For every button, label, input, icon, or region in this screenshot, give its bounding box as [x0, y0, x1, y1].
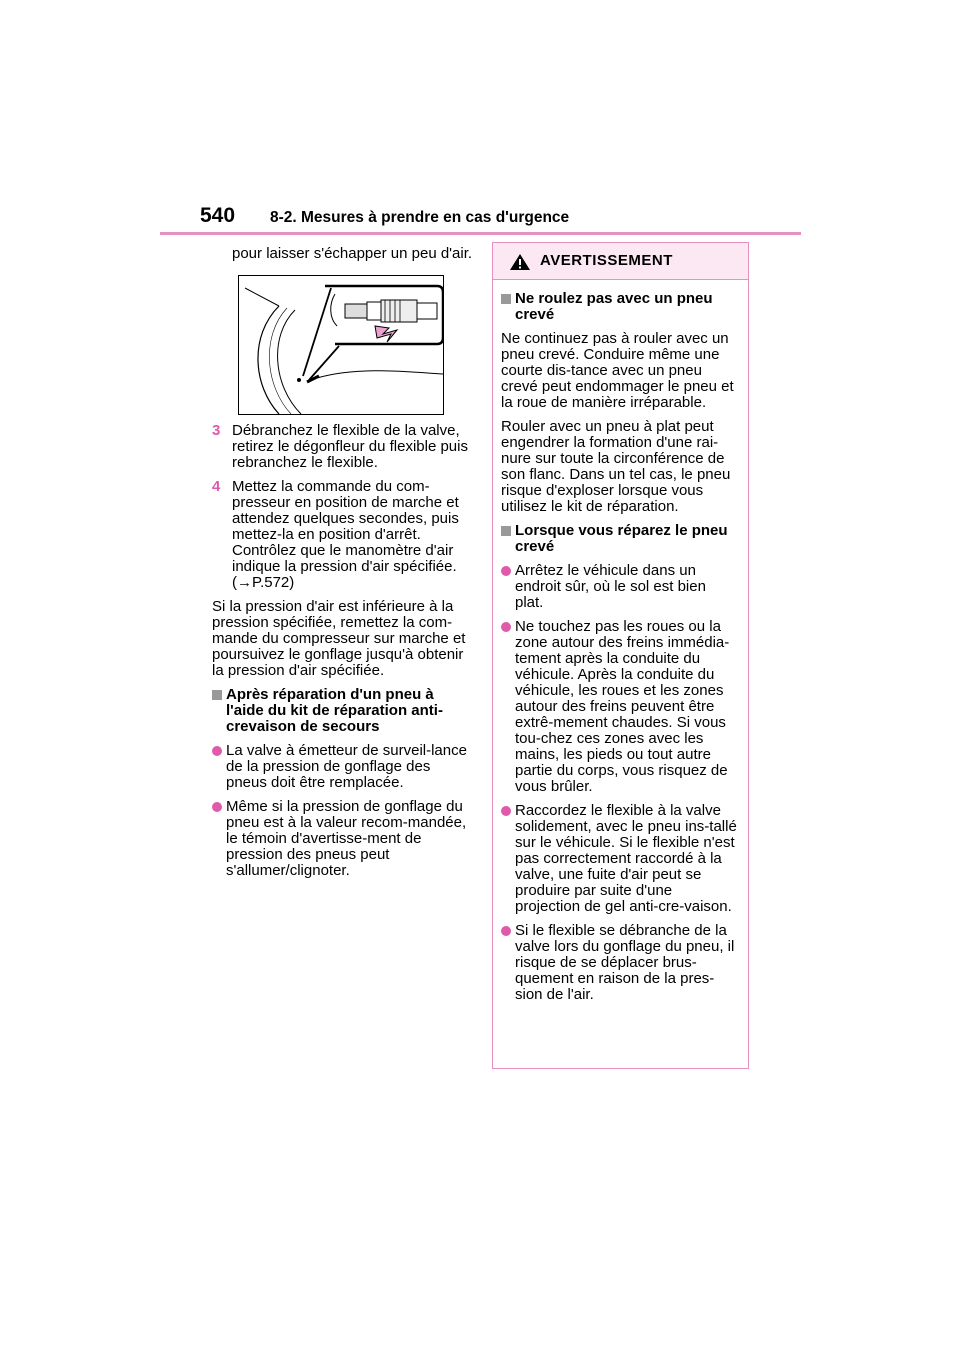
square-bullet-icon [501, 294, 511, 304]
list-item: Arrêtez le véhicule dans un endroit sûr, où le sol est bien plat. [501, 563, 738, 611]
step-4 [212, 479, 474, 591]
warning-triangle-icon [509, 253, 531, 271]
continuation-text: pour laisser s'échapper un peu d'air. [232, 245, 473, 262]
square-bullet-icon [212, 690, 222, 700]
left-column [212, 246, 474, 879]
repair-heading: Lorsque vous réparez le pneu crevé [501, 523, 738, 555]
bullet-dot-icon [212, 802, 222, 812]
flat-tire-heading: Ne roulez pas avec un pneu crevé [501, 291, 738, 323]
after-repair-heading: Après réparation d'un pneu à l'aide du kit de réparation anti-crevaison de secours [212, 687, 474, 735]
bullet-dot-icon [501, 926, 511, 936]
section-title: 8-2. Mesures à prendre en cas d'urgence [270, 209, 570, 226]
bullet-dot-icon [501, 566, 511, 576]
bullet-dot-icon [212, 746, 222, 756]
step-number: 4 [212, 478, 221, 495]
step-text: Mettez la commande du com-presseur en position de marche et attendez quelques secondes, puis mettez-la en position d'arrêt. Contrôlez que le manomètre d'air indique la pression d'air spécifiée. (→P.572) [232, 478, 459, 591]
list-item: Même si la pression de gonflage du pneu est à la valeur recom-mandée, le témoin d'avertisse-ment de pression des pneus peut s'allumer/clignoter. [212, 799, 474, 879]
warning-title: AVERTISSEMENT [540, 252, 673, 269]
tire-valve-drawing [239, 276, 443, 414]
header-divider [160, 232, 801, 235]
warning-box [492, 242, 749, 1069]
pressure-paragraph: Si la pression d'air est inférieure à la pression spécifiée, remettez la com-mande du compresseur sur marche et poursuivez le gonflage jusqu'à obtenir la pression d'air spécifiée. [212, 598, 466, 679]
valve-illustration [238, 275, 444, 415]
step-number: 3 [212, 422, 221, 439]
page-number: 540 [200, 204, 236, 227]
list-item: La valve à émetteur de surveil-lance de la pression de gonflage des pneus doit être remplacée. [212, 743, 474, 791]
step-text: Débranchez le flexible de la valve, retirez le dégonfleur du flexible puis rebranchez le flexible. [232, 422, 468, 471]
list-item: Ne touchez pas les roues ou la zone autour des freins immédia-tement après la conduite du véhicule. Après la conduite du véhicule, les roues et les zones autour des freins peuvent être extrê-mement chaudes. Si vous tou-chez ces zones avec les mains, les pieds ou tout autre partie du corps, vous risquez de vous brûler. [501, 619, 738, 795]
bullet-dot-icon [501, 806, 511, 816]
warning-paragraph: Ne continuez pas à rouler avec un pneu crevé. Conduire même une courte dis-tance avec un pneu crevé peut endommager le pneu et la roue de manière irréparable. [501, 330, 734, 411]
warning-body [493, 280, 748, 1003]
list-item: Raccordez le flexible à la valve solidement, avec le pneu ins-tallé sur le véhicule. Si le flexible n'est pas correctement raccordé à la valve, une fuite d'air peut se produire par suite d'une projection de gel anti-cre-vaison. [501, 803, 738, 915]
step-3 [212, 423, 474, 471]
bullet-dot-icon [501, 622, 511, 632]
list-item: Si le flexible se débranche de la valve lors du gonflage du pneu, il risque de se déplacer brus-quement en raison de la pres-sion de l'air. [501, 923, 738, 1003]
page-header [160, 204, 801, 236]
warning-header [493, 243, 748, 280]
square-bullet-icon [501, 526, 511, 536]
warning-paragraph: Rouler avec un pneu à plat peut engendrer la formation d'une rai-nure sur toute la circonférence de son flanc. Dans un tel cas, le pneu risque d'exploser lorsque vous utilisez le kit de réparation. [501, 418, 731, 515]
